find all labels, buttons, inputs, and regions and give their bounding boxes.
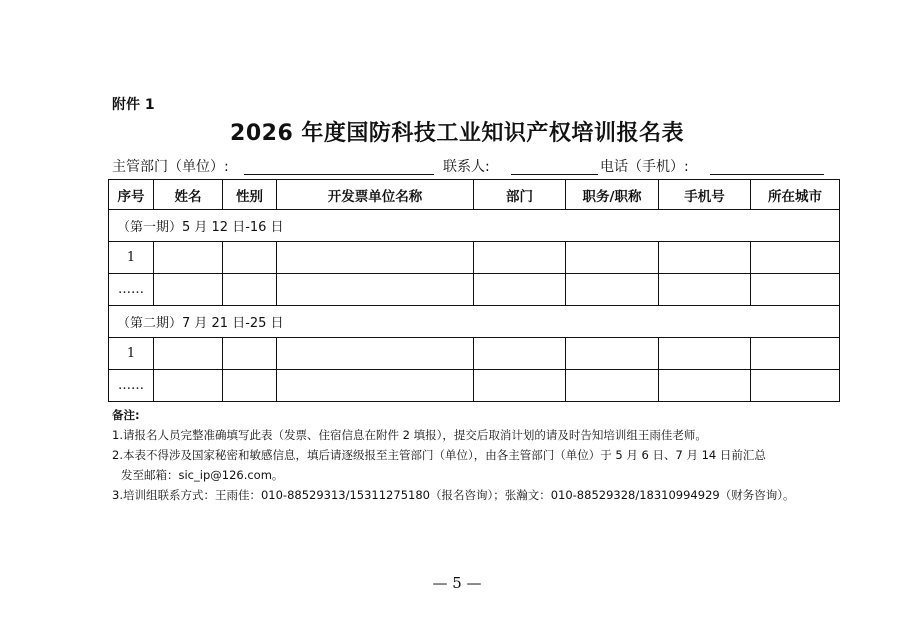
contact-label: 联系人: <box>443 159 490 175</box>
col-header: 序号 <box>109 180 154 210</box>
col-header: 手机号 <box>659 180 751 210</box>
position-cell[interactable] <box>566 242 659 274</box>
gender-cell[interactable] <box>223 370 277 402</box>
row-number: 1 <box>109 338 154 370</box>
note-item: 3.培训组联系方式：王雨佳：010-88529313/15311275180（报名咨询）；张瀚文：010-88529328/18310994929（财务咨询）。 <box>112 488 795 502</box>
invoice-unit-cell[interactable] <box>277 370 474 402</box>
dept-cell[interactable] <box>474 274 566 306</box>
page-number: — 5 — <box>432 574 482 592</box>
col-header: 职务/职称 <box>566 180 659 210</box>
city-cell[interactable] <box>751 370 840 402</box>
position-cell[interactable] <box>566 338 659 370</box>
name-cell[interactable] <box>154 338 223 370</box>
session-row <box>109 306 840 338</box>
header-fields <box>112 156 842 178</box>
invoice-unit-cell[interactable] <box>277 274 474 306</box>
notes-label: 备注: <box>112 408 140 422</box>
dept-field[interactable] <box>244 174 434 175</box>
registration-table <box>108 179 840 402</box>
invoice-unit-cell[interactable] <box>277 242 474 274</box>
note-item-continuation: 发至邮箱：sic_ip@126.com。 <box>121 468 284 482</box>
session-row <box>109 210 840 242</box>
invoice-unit-cell[interactable] <box>277 338 474 370</box>
dept-cell[interactable] <box>474 338 566 370</box>
dept-cell[interactable] <box>474 242 566 274</box>
table-row <box>109 338 840 370</box>
gender-cell[interactable] <box>223 338 277 370</box>
city-cell[interactable] <box>751 242 840 274</box>
position-cell[interactable] <box>566 274 659 306</box>
note-item: 1.请报名人员完整准确填写此表（发票、住宿信息在附件 2 填报），提交后取消计划的请及时告知培训组王雨佳老师。 <box>112 428 707 442</box>
col-header: 部门 <box>474 180 566 210</box>
position-cell[interactable] <box>566 370 659 402</box>
contact-field[interactable] <box>511 174 598 175</box>
session-title: （第一期）5 月 12 日-16 日 <box>109 210 840 242</box>
name-cell[interactable] <box>154 274 223 306</box>
phone-field[interactable] <box>710 174 824 175</box>
page-title: 2026 年度国防科技工业知识产权培训报名表 <box>230 121 684 146</box>
dept-cell[interactable] <box>474 370 566 402</box>
city-cell[interactable] <box>751 338 840 370</box>
session-title: （第二期）7 月 21 日-25 日 <box>109 306 840 338</box>
row-number: 1 <box>109 242 154 274</box>
phone-label: 电话（手机）: <box>600 159 689 175</box>
mobile-cell[interactable] <box>659 370 751 402</box>
mobile-cell[interactable] <box>659 338 751 370</box>
city-cell[interactable] <box>751 274 840 306</box>
table-row <box>109 242 840 274</box>
col-header: 所在城市 <box>751 180 840 210</box>
row-number: …… <box>109 370 154 402</box>
attachment-label: 附件 1 <box>112 97 155 113</box>
name-cell[interactable] <box>154 370 223 402</box>
mobile-cell[interactable] <box>659 242 751 274</box>
gender-cell[interactable] <box>223 274 277 306</box>
col-header: 姓名 <box>154 180 223 210</box>
table-row <box>109 370 840 402</box>
table-row <box>109 274 840 306</box>
row-number: …… <box>109 274 154 306</box>
col-header: 性别 <box>223 180 277 210</box>
dept-label: 主管部门（单位）: <box>112 159 229 175</box>
note-item: 2.本表不得涉及国家秘密和敏感信息，填后请逐级报至主管部门（单位），由各主管部门（单位）于 5 月 6 日、7 月 14 日前汇总 <box>112 448 766 462</box>
notes-section <box>112 405 852 505</box>
name-cell[interactable] <box>154 242 223 274</box>
table-header-row <box>109 180 840 210</box>
mobile-cell[interactable] <box>659 274 751 306</box>
col-header: 开发票单位名称 <box>277 180 474 210</box>
gender-cell[interactable] <box>223 242 277 274</box>
